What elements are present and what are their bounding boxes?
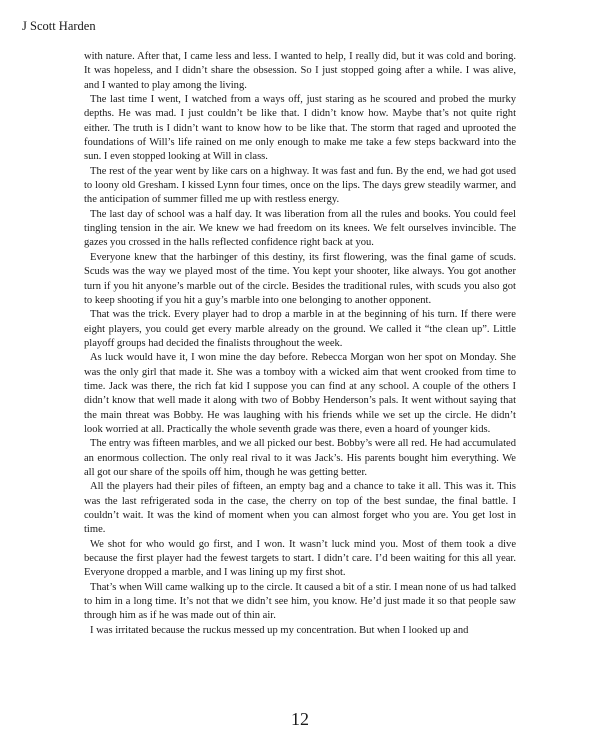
paragraph: The last day of school was a half day. It was liberation from all the rules and books. You could feel tingling tension in the air. We knew we had freedom on its knees. We felt ourselves invincible. The gazes you crossed in the halls reflected confidence right back at you. — [84, 208, 516, 249]
paragraph: The last time I went, I watched from a ways off, just staring as he scoured and probed the murky depths. He was mad. I just couldn’t be like that. I didn’t know how. Maybe that’s not quite right either. The truth is I didn’t want to know how to be like that. The storm that raged and uprooted the foundations of Will’s life rained on me only enough to make me take a few steps backward into the sun. I even stopped looking at Will in class. — [84, 94, 516, 163]
paragraph: We shot for who would go first, and I won. It wasn’t luck mind you. Most of them took a dive because the first player had the fewest targets to start. I didn’t care. I’d been waiting for this all year. Everyone dropped a marble, and I was lining up my first shot. — [84, 538, 516, 579]
paragraph: Everyone knew that the harbinger of this destiny, its first flowering, was the final game of scuds. Scuds was the way we played most of the time. You kept your shooter, like always. You got another turn if you hit anyone’s marble out of the circle. Besides the traditional rules, with scuds you also got to keep shooting if you hit a guy’s marble into one belonging to another opponent. — [84, 251, 516, 306]
paragraph: As luck would have it, I won mine the day before. Rebecca Morgan won her spot on Monday. She was the only girl that made it. She was a tomboy with a wicked aim that went crooked from time to time. Jack was there, the rich fat kid I suppose you can find at any school. A couple of the others I didn’t know that well made it along with two of Bobby Henderson’s pals. It went without saying that the main threat was Bobby. He was laughing with his friends while we set up the circle. He didn’t look worried at all. Practically the whole seventh grade was there, even a hoard of younger kids. — [84, 352, 516, 435]
paragraph: The entry was fifteen marbles, and we all picked our best. Bobby’s were all red. He had accumulated an enormous collection. The only real rival to it was Jack’s. His parents bought him everything. We all got our share of the spoils off him, though he was getting better. — [84, 438, 516, 478]
paragraph: That was the trick. Every player had to drop a marble in at the beginning of his turn. If there were eight players, you could get every marble already on the ground. We called it “the clean up”. Little playoff groups had decided the finalists throughout the week. — [84, 309, 516, 349]
paragraph: I was irritated because the ruckus messed up my concentration. But when I looked up and — [90, 624, 469, 636]
page-number: 12 — [291, 709, 309, 729]
paragraph: That’s when Will came walking up to the circle. It caused a bit of a stir. I mean none of us had talked to him in a long time. It’s not that we didn’t see him, you know. He’d just made it so that people saw through him as if he was made out of thin air. — [84, 581, 516, 622]
paragraph: with nature. After that, I came less and less. I wanted to help, I really did, but it was cold and boring. It was hopeless, and I didn’t share the obsession. So I just stopped going after a while. I was alive, and I wanted to play among the living. — [84, 51, 516, 91]
body-text — [84, 50, 516, 638]
paragraph: All the players had their piles of fifteen, an empty bag and a chance to take it all. This was it. This was the last refrigerated soda in the case, the cherry on top of the best sundae, the final battle. I couldn’t wait. It was the kind of moment when you can almost forget who you are. You get lost in time. — [84, 481, 516, 536]
paragraph: The rest of the year went by like cars on a highway. It was fast and fun. By the end, we had got used to loony old Gresham. I kissed Lynn four times, once on the lips. The days grew steadily warmer, and the anticipation of summer filled me up with restless energy. — [84, 165, 516, 206]
running-head-author: J Scott Harden — [22, 19, 96, 33]
